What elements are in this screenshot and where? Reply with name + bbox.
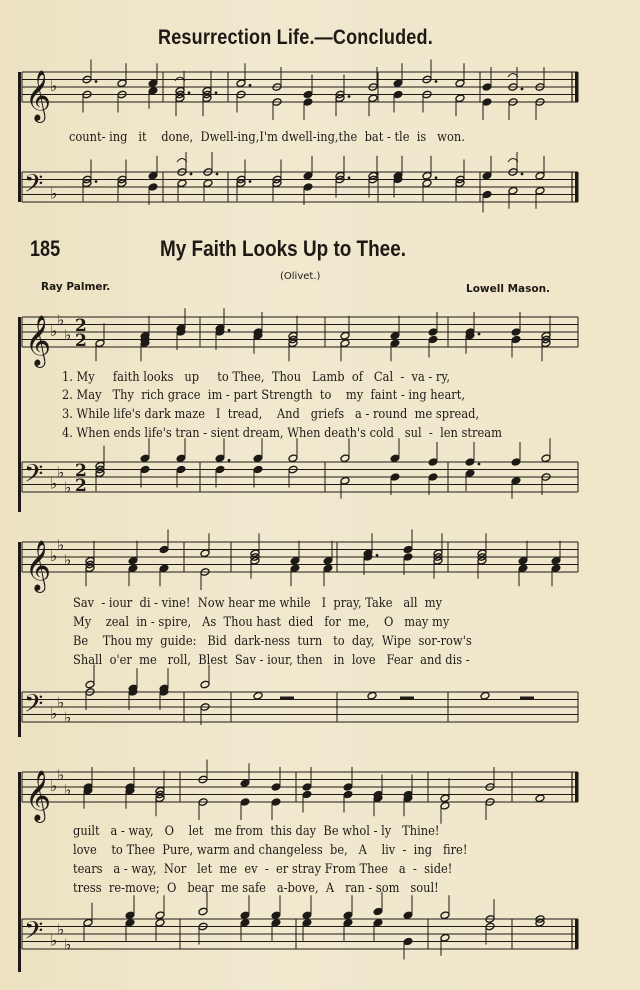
svg-text:2: 2: [75, 461, 87, 481]
system2-treble-staff: [0, 530, 640, 590]
svg-text:♭: ♭: [57, 310, 65, 329]
svg-text:𝄢: 𝄢: [24, 459, 44, 495]
svg-text:𝄢: 𝄢: [24, 169, 44, 205]
svg-text:♭: ♭: [50, 547, 58, 565]
hymn-number: 185: [30, 236, 61, 261]
system3-bass-staff: [0, 907, 640, 967]
continued-treble-staff: [0, 60, 640, 120]
system2-verse3: Be Thou my guide: Bid dark-ness turn to day, Wipe sor-row's: [73, 634, 472, 649]
system3-verse3: tears a - way, Nor let me ev - er stray From Thee a - side!: [73, 862, 453, 877]
system1-verse2: 2. May Thy rich grace im - part Strength to my faint - ing heart,: [62, 388, 465, 403]
system2-verse2: My zeal in - spire, As Thou hast died for me, O may my: [73, 615, 450, 630]
system3-verse2: love to Thee Pure, warm and changeless be, A liv - ing fire!: [73, 843, 468, 858]
system1-verse4: 4. When ends life's tran - sient dream, When death's cold sul - len stream: [62, 426, 502, 441]
svg-text:♭: ♭: [50, 777, 58, 795]
continued-lyrics: count- ing it done, Dwell-ing,I'm dwell-ing,the bat - tle is won.: [69, 130, 465, 145]
svg-text:♭: ♭: [57, 765, 65, 784]
svg-text:♭: ♭: [64, 935, 72, 954]
system1-verse1: 1. My faith looks up to Thee, Thou Lamb of Cal - va - ry,: [62, 370, 450, 385]
svg-text:♭: ♭: [50, 474, 58, 493]
svg-text:♭: ♭: [50, 322, 58, 340]
system1-bass-staff: [0, 450, 640, 510]
system3-verse4: tress re-move; O bear me safe a-bove, A ran - som soul!: [73, 881, 439, 896]
svg-text:𝄞: 𝄞: [25, 770, 52, 821]
svg-text:♭: ♭: [57, 920, 65, 939]
svg-text:𝄞: 𝄞: [25, 540, 52, 591]
svg-text:♭: ♭: [64, 325, 72, 344]
svg-text:𝄢: 𝄢: [24, 689, 44, 725]
svg-text:♭: ♭: [50, 931, 58, 950]
continued-bass-staff: [0, 160, 640, 220]
svg-text:2: 2: [75, 316, 87, 336]
svg-text:♭: ♭: [50, 77, 58, 95]
svg-text:𝄢: 𝄢: [24, 916, 44, 952]
system3-treble-staff: [0, 760, 640, 820]
system2-verse4: Shall o'er me roll, Blest Sav - iour, then in love Fear and dis -: [73, 653, 470, 668]
lyricist: Ray Palmer.: [41, 281, 111, 293]
svg-text:𝄞: 𝄞: [25, 315, 52, 366]
continued-song-title: Resurrection Life.—Concluded.: [158, 26, 433, 49]
svg-text:♭: ♭: [64, 708, 72, 727]
svg-text:2: 2: [75, 331, 87, 351]
system1-treble-staff: [0, 305, 640, 365]
svg-text:♭: ♭: [50, 184, 58, 203]
svg-text:♭: ♭: [64, 780, 72, 799]
system3-verse1: guilt a - way, O let me from this day Be whol - ly Thine!: [73, 824, 440, 839]
svg-text:♭: ♭: [64, 550, 72, 569]
system1-verse3: 3. While life's dark maze I tread, And griefs a - round me spread,: [62, 407, 480, 422]
svg-text:♭: ♭: [64, 478, 72, 497]
hymn-title: My Faith Looks Up to Thee.: [160, 236, 406, 261]
system2-bass-staff: [0, 680, 640, 740]
svg-text:♭: ♭: [57, 693, 65, 712]
tune-name: (Olivet.): [280, 271, 321, 282]
composer: Lowell Mason.: [466, 283, 551, 295]
system2-verse1: Sav - iour di - vine! Now hear me while I pray, Take all my: [73, 596, 443, 611]
svg-text:♭: ♭: [57, 535, 65, 554]
svg-text:2: 2: [75, 476, 87, 496]
svg-text:𝄞: 𝄞: [25, 70, 52, 121]
svg-text:♭: ♭: [57, 463, 65, 482]
svg-text:♭: ♭: [50, 704, 58, 723]
